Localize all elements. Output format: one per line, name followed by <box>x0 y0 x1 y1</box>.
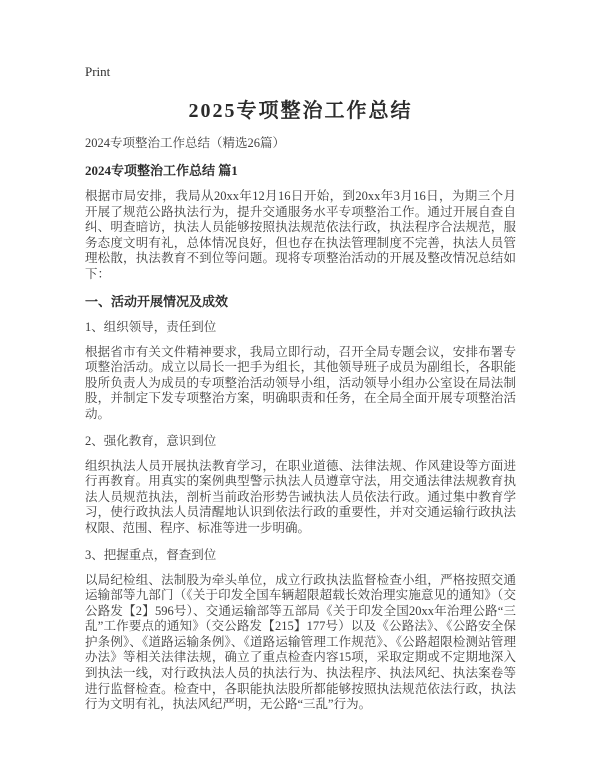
collection-subtitle: 2024专项整治工作总结（精选26篇） <box>85 136 286 150</box>
paragraph-supervision: 以局纪检组、法制股为牵头单位，成立行政执法监督检查小组，严格按照交通运输部等九部门（《关于印发全国车辆超限超载长效治理实施意见的通知》（交公路发【2】596号）、交通运输部等五部局《关于印发全国20xx年治理公路“三乱”工作要点的通知》（交公路发【215】177号）以及《公路法》、《公路安全保护条例》、《道路运输条例》、《道路运输管理工作规范》、《公路超限检测站管理办法》等相关法律法规，确立了重点检查内容15项，采取定期或不定期地深入到执法一线，对行政执法人员的执法行为、执法程序、执法风纪、执法案卷等进行监督检查。检查中，各职能执法股所都能够按照执法规范依法行政，执法行为文明有礼，执法风纪严明，无公路“三乱”行为。 <box>85 572 516 712</box>
section-heading-1: 一、活动开展情况及成效 <box>85 293 229 309</box>
subheading-3: 3、把握重点，督查到位 <box>85 547 217 562</box>
page-title: 2025专项整治工作总结 <box>188 100 413 122</box>
print-row <box>85 64 516 80</box>
paragraph-organization: 根据省市有关文件精神要求，我局立即行动，召开全局专题会议，安排布署专项整治活动。成立以局长一把手为组长，其他领导班子成员为副组长，各职能股所负责人为成员的专项整治活动领导小组，活动领导小组办公室设在局法制股，并制定下发专项整治方案，明确职责和任务，在全局全面开展专项整治活动。 <box>85 344 516 421</box>
subheading-1: 1、组织领导，责任到位 <box>85 319 217 334</box>
paragraph-intro: 根据市局安排，我局从20xx年12月16日开始，到20xx年3月16日，为期三个月开展了规范公路执法行为，提升交通服务水平专项整治工作。通过开展自查自纠、明查暗访，执法人员能够按照执法规范依法行政，执法程序合法规范，服务态度文明有礼，总体情况良好，但也存在执法管理制度不完善，执法人员管理松散，执法教育不到位等问题。现将专项整治活动的开展及整改情况总结如下： <box>85 189 516 281</box>
print-link[interactable]: Print <box>85 64 111 79</box>
article-section-title: 2024专项整治工作总结 篇1 <box>85 163 238 178</box>
subheading-2: 2、强化教育，意识到位 <box>85 433 217 448</box>
paragraph-education: 组织执法人员开展执法教育学习，在职业道德、法律法规、作风建设等方面进行再教育。用真实的案例典型警示执法人员遵章守法，用交通法律法规教育执法人员规范执法，剖析当前政治形势告诫执法人员依法行政。通过集中教育学习，使行政执法人员清醒地认识到依法行政的重要性，并对交通运输行政执法权限、范围、程序、标准等进一步明确。 <box>85 458 516 535</box>
